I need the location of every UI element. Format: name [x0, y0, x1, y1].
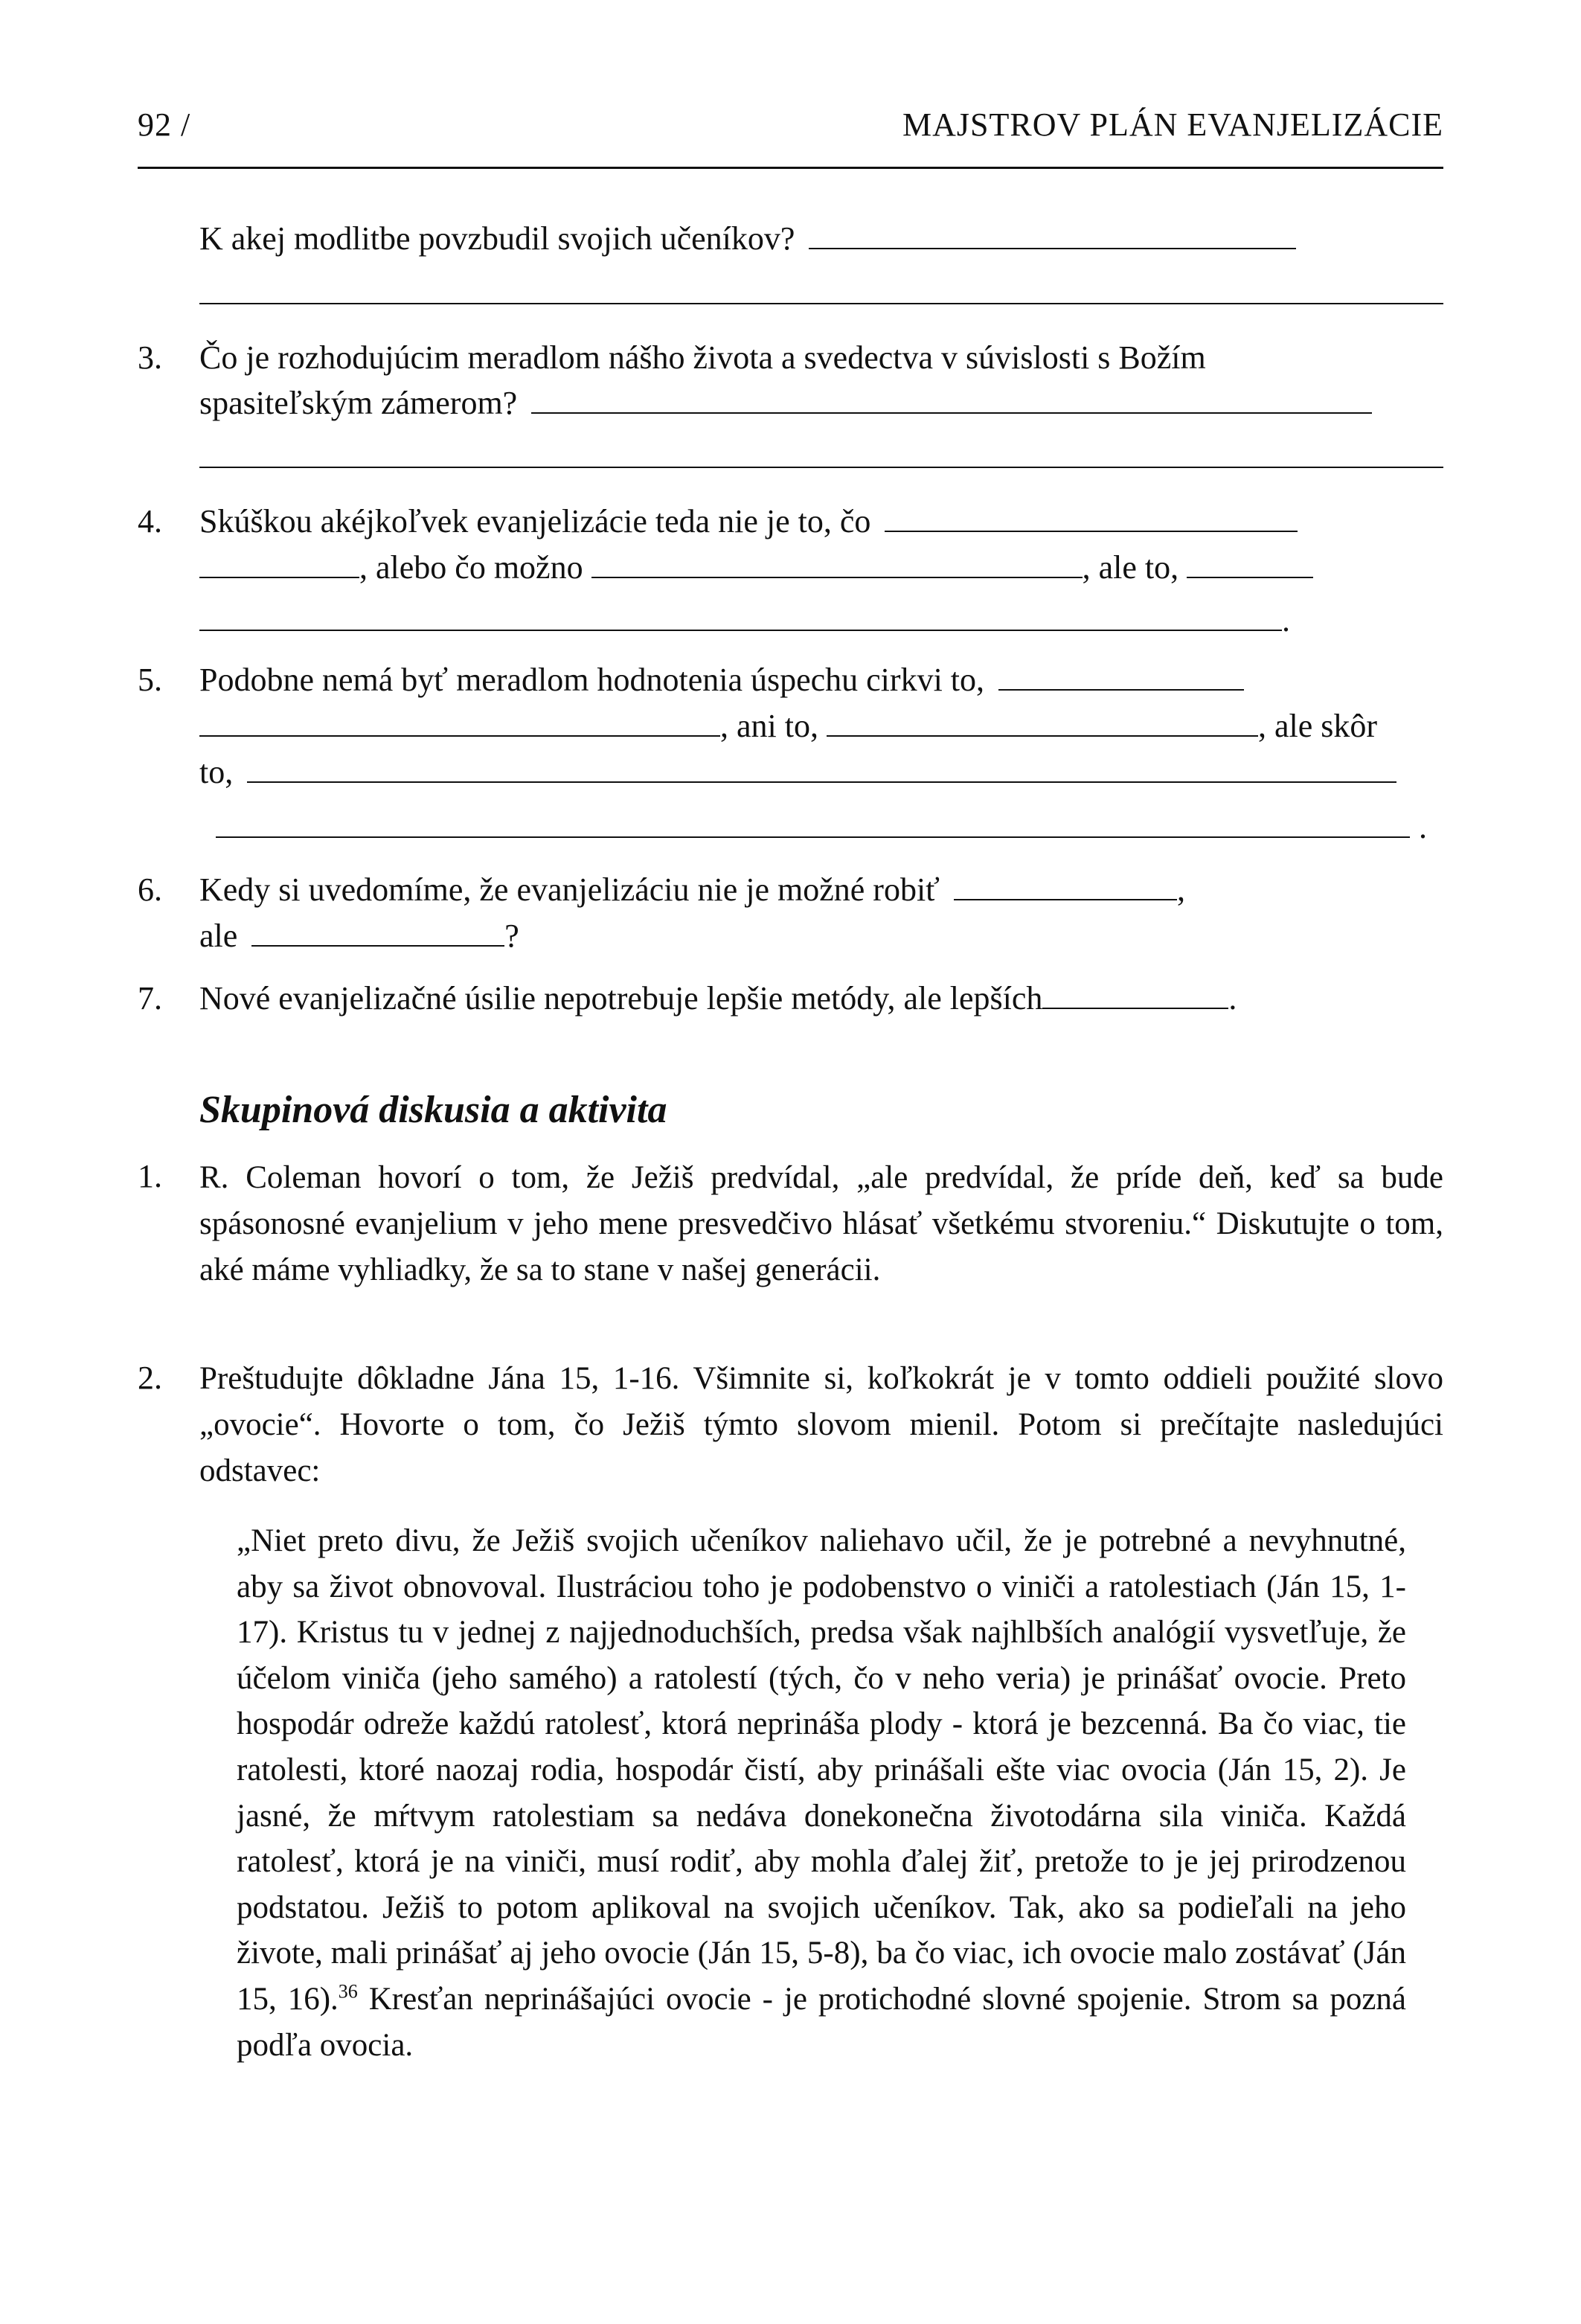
section-title: Skupinová diskusia a aktivita	[199, 1089, 667, 1131]
answer-blank[interactable]	[199, 550, 359, 578]
item-2-number: 2.	[138, 1360, 162, 1396]
item-2-text: Preštudujte dôkladne Jána 15, 1-16. Všimnite si, koľkokrát je v tomto oddieli použité slovo „ovocie“. Hovorte o tom, čo Ježiš týmto slovom mienil. Potom si prečítajte nasledujúci odstavec:	[199, 1361, 1443, 1488]
answer-blank[interactable]	[199, 603, 1282, 631]
answer-blank[interactable]	[591, 550, 1083, 578]
footnote-ref: 36	[338, 1980, 358, 2003]
answer-blank[interactable]	[885, 504, 1298, 532]
answer-blank[interactable]	[827, 708, 1258, 737]
q3-text-cont: spasiteľským zámerom?	[199, 384, 1372, 422]
answer-blank[interactable]	[954, 872, 1177, 900]
q7-text: Nové evanjelizačné úsilie nepotrebuje lepšie metódy, ale lepších .	[199, 980, 1237, 1017]
q3-number: 3.	[138, 339, 162, 376]
answer-blank[interactable]	[199, 708, 720, 737]
running-header	[138, 106, 1443, 144]
q5-number: 5.	[138, 662, 162, 698]
answer-blank[interactable]	[1042, 981, 1228, 1009]
q6-text-cont: ale ?	[199, 918, 519, 954]
q6-text: Kedy si uvedomíme, že evanjelizáciu nie je možné robiť ,	[199, 871, 1185, 908]
answer-blank[interactable]	[1187, 550, 1313, 578]
answer-blank[interactable]	[247, 755, 1396, 783]
q5-text-cont: , ani to, , ale skôr	[199, 707, 1377, 745]
answer-blank[interactable]	[531, 385, 1372, 414]
answer-blank[interactable]	[251, 918, 504, 947]
q3-text: Čo je rozhodujúcim meradlom nášho života a svedectva v súvislosti s Božím	[199, 339, 1206, 376]
answer-line[interactable]	[199, 303, 1443, 304]
answer-blank[interactable]	[998, 662, 1244, 691]
q5-text-cont2: to,	[199, 753, 1396, 791]
item-1-text: R. Coleman hovorí o tom, že Ježiš predvídal, „ale predvídal, že príde deň, keď sa bude spásonosné evanjelium v jeho mene presvedčivo hlásať všetkému stvoreniu.“ Diskutujte o tom, aké máme vyhliadky, že sa to stane v našej generácii.	[199, 1160, 1443, 1287]
q5-text: Podobne nemá byť meradlom hodnotenia úspechu cirkvi to,	[199, 661, 1244, 699]
q4-number: 4.	[138, 503, 162, 540]
q4-text: Skúškou akéjkoľvek evanjelizácie teda nie je to, čo	[199, 502, 1298, 540]
page-number: 92 /	[138, 106, 191, 143]
q5-text-end: .	[216, 808, 1427, 846]
answer-blank[interactable]	[809, 221, 1296, 249]
intro-question: K akej modlitbe povzbudil svojich učeníkov?	[199, 220, 1296, 257]
header-rule	[138, 167, 1443, 169]
q4-text-end: .	[199, 601, 1290, 639]
q7-number: 7.	[138, 980, 162, 1017]
book-title: MAJSTROV PLÁN EVANJELIZÁCIE	[902, 106, 1443, 143]
answer-line[interactable]	[199, 467, 1443, 468]
q4-text-cont: , alebo čo možno , ale to,	[199, 548, 1313, 586]
block-quote: „Niet preto divu, že Ježiš svojich učeníkov naliehavo učil, že je potrebné a nevyhnutné, aby sa život obnovoval. Ilustráciou toho je podobenstvo o viniči a ratolestiach (Ján 15, 1-17). Kristus tu v jednej z najjednoduchších, predsa však najhlbších analógií vysvetľuje, že účelom viniča (jeho samého) a ratolestí (tých, čo v neho veria) je prinášať ovocie. Preto hospodár odreže každú ratolesť, ktorá neprináša plody - ktorá je bezcenná. Ba čo viac, tie ratolesti, ktoré naozaj rodia, hospodár čistí, aby prinášali ešte viac ovocia (Ján 15, 2). Je jasné, že mŕtvym ratolestiam sa nedáva donekonečna životodárna sila viniča. Každá ratolesť, ktorá je na viniči, musí rodiť, aby mohla ďalej žiť, pretože to je jej prirodzenou podstatou. Ježiš to potom aplikoval na svojich učeníkov. Tak, ako sa podieľali na jeho živote, mali prinášať aj jeho ovocie (Ján 15, 5-8), ba čo viac, ich ovocie malo zostávať (Ján 15, 16).$^{36}$ Kresťan neprinášajúci ovocie - je protichodné slovné spojenie. Strom sa pozná podľa ovocia.	[237, 1523, 1406, 2063]
item-1-number: 1.	[138, 1158, 162, 1194]
answer-blank[interactable]	[216, 810, 1410, 838]
q6-number: 6.	[138, 871, 162, 908]
